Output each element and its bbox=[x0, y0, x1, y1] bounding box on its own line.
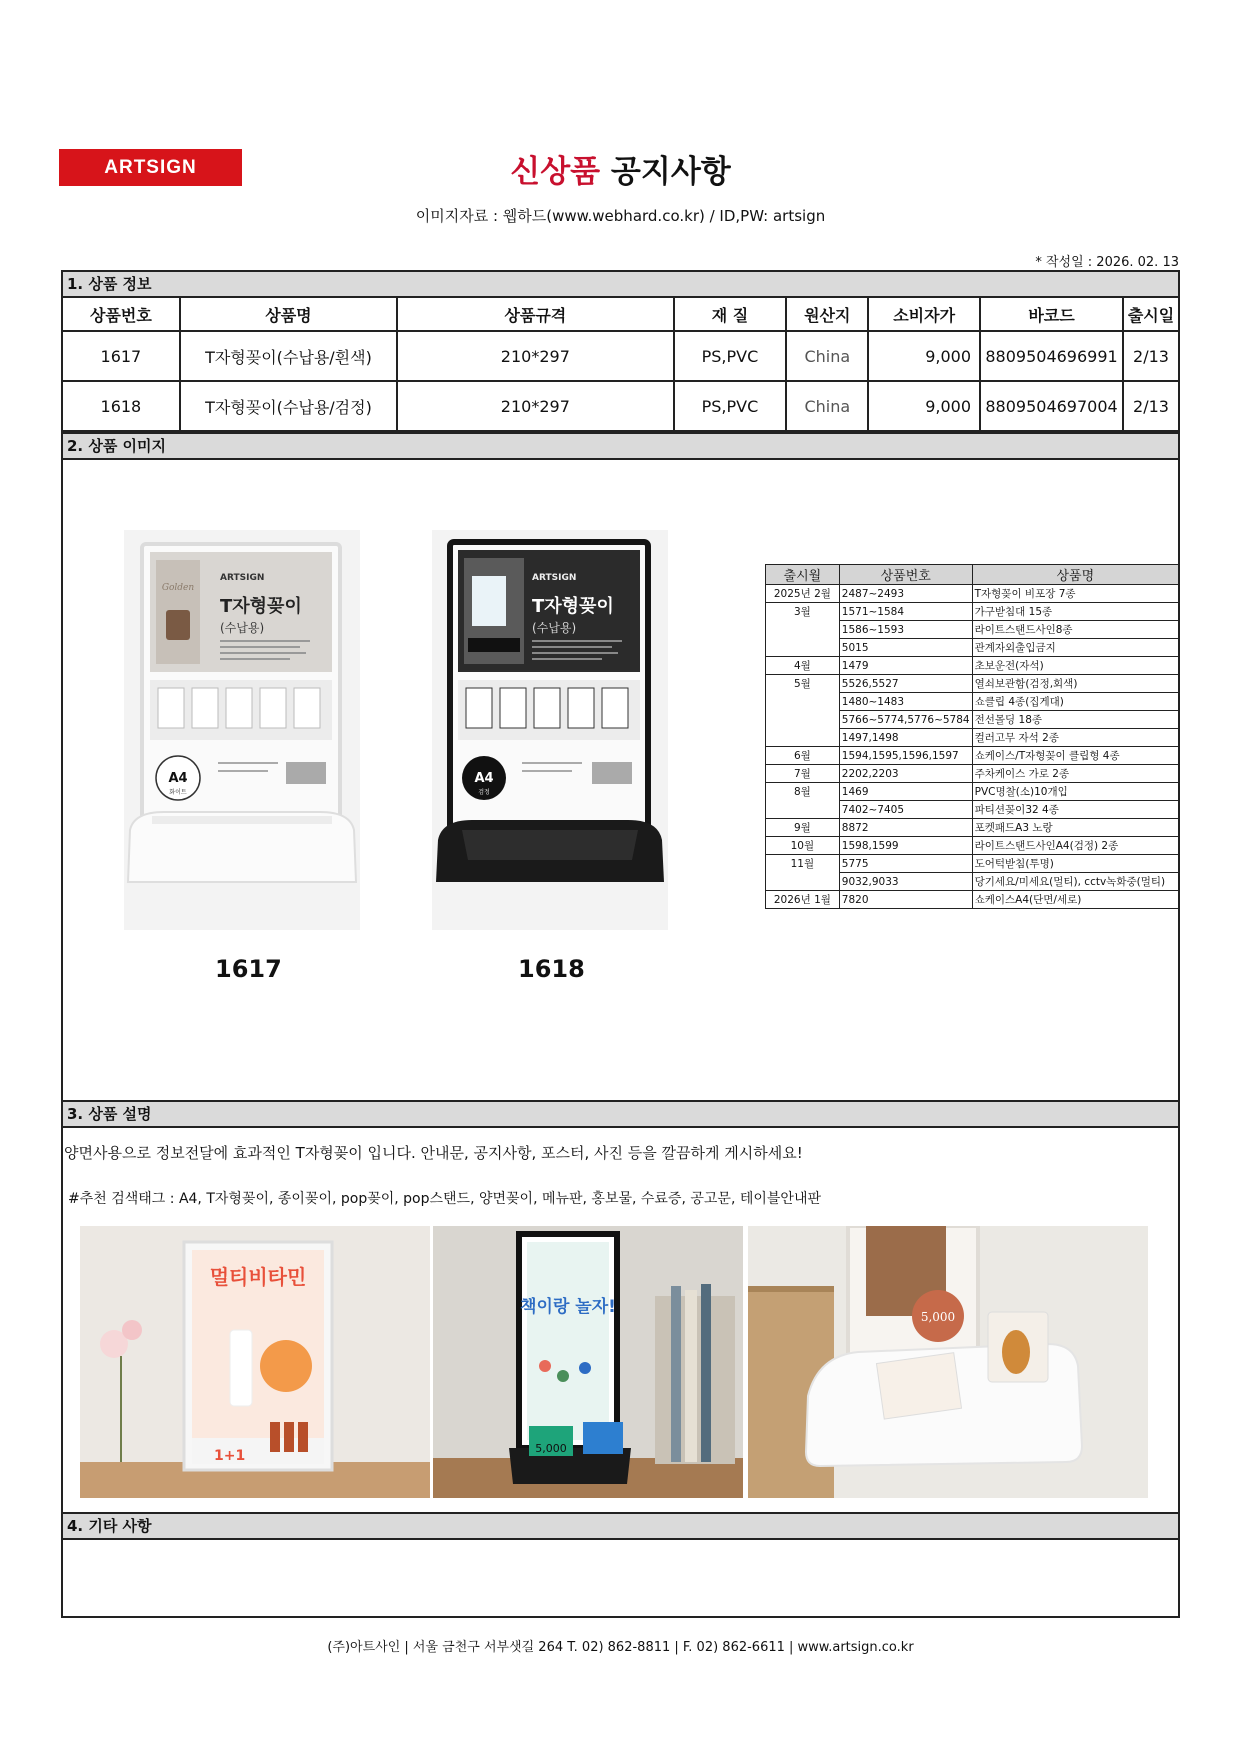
table-cell: 열쇠보관함(검정,회색) bbox=[972, 675, 1178, 693]
header-cell: 상품규격 bbox=[397, 297, 673, 331]
table-cell: 4월 bbox=[766, 657, 840, 675]
table-cell: T자형꽂이 비포장 7종 bbox=[972, 585, 1178, 603]
table-cell: 7402~7405 bbox=[839, 801, 972, 819]
table-cell bbox=[766, 693, 840, 711]
table-row bbox=[766, 675, 1179, 693]
header-cell: 소비자가 bbox=[868, 297, 980, 331]
table-cell: 라이트스탠드사인A4(검정) 2종 bbox=[972, 837, 1178, 855]
stand-brand-text: ARTSIGN bbox=[220, 573, 265, 583]
table-cell: 1586~1593 bbox=[839, 621, 972, 639]
photo-book-card: 5,000 bbox=[535, 1442, 567, 1455]
table-row bbox=[62, 331, 1179, 381]
photo-cafe-price: 5,000 bbox=[920, 1310, 956, 1324]
table-row bbox=[766, 747, 1179, 765]
stand-size-text: A4 bbox=[168, 771, 188, 786]
table-header-row bbox=[62, 297, 1179, 331]
table-cell: 1617 bbox=[62, 331, 180, 381]
table-cell: 9,000 bbox=[868, 331, 980, 381]
table-cell: 8872 bbox=[839, 819, 972, 837]
section-product-info: 1. 상품 정보 bbox=[61, 270, 1180, 298]
stand-size-text: A4 bbox=[474, 771, 494, 786]
header-cell: 상품명 bbox=[972, 565, 1178, 585]
table-cell: 1469 bbox=[839, 783, 972, 801]
table-cell: 8809504697004 bbox=[980, 381, 1123, 431]
table-cell: 라이트스탠드사인8종 bbox=[972, 621, 1178, 639]
table-cell: 3월 bbox=[766, 603, 840, 621]
table-row bbox=[766, 621, 1179, 639]
header-cell: 바코드 bbox=[980, 297, 1123, 331]
table-cell: 1594,1595,1596,1597 bbox=[839, 747, 972, 765]
table-cell bbox=[766, 639, 840, 657]
table-cell: 11월 bbox=[766, 855, 840, 873]
table-cell: 쇼클립 4종(집게대) bbox=[972, 693, 1178, 711]
table-cell: 2025년 2월 bbox=[766, 585, 840, 603]
stand-color-text: 화이트 bbox=[169, 789, 187, 796]
table-cell: China bbox=[786, 331, 868, 381]
product-image-1618 bbox=[432, 530, 668, 930]
table-cell: PS,PVC bbox=[674, 381, 787, 431]
table-row bbox=[766, 783, 1179, 801]
table-cell: 쇼케이스/T자형꽂이 클립형 4종 bbox=[972, 747, 1178, 765]
table-cell: 쇼케이스A4(단면/세로) bbox=[972, 891, 1178, 909]
table-cell: 7월 bbox=[766, 765, 840, 783]
table-cell: 210*297 bbox=[397, 381, 673, 431]
table-cell: 5775 bbox=[839, 855, 972, 873]
page-title bbox=[0, 146, 1241, 191]
table-cell: 8월 bbox=[766, 783, 840, 801]
table-cell: 1618 bbox=[62, 381, 180, 431]
header-cell: 출시월 bbox=[766, 565, 840, 585]
stand-color-text: 검정 bbox=[478, 789, 490, 796]
table-cell: 전선몰딩 18종 bbox=[972, 711, 1178, 729]
table-row bbox=[766, 873, 1179, 891]
table-cell: 9032,9033 bbox=[839, 873, 972, 891]
photo-vitamin-title: 멀티비타민 bbox=[209, 1265, 307, 1289]
stand-brand-text: ARTSIGN bbox=[532, 573, 577, 583]
table-header-row bbox=[766, 565, 1179, 585]
table-cell: 9,000 bbox=[868, 381, 980, 431]
artsign-logo: ARTSIGN bbox=[59, 149, 242, 186]
header-cell: 상품번호 bbox=[62, 297, 180, 331]
photo-book-title: 책이랑 놀자! bbox=[520, 1297, 616, 1317]
table-cell: 관계자외출입금지 bbox=[972, 639, 1178, 657]
product-label-1617: 1617 bbox=[215, 955, 282, 983]
stand-title-text: T자형꽂이 bbox=[220, 596, 302, 617]
table-cell: 2487~2493 bbox=[839, 585, 972, 603]
title-notice: 공지사항 bbox=[610, 154, 731, 190]
table-row bbox=[62, 381, 1179, 431]
table-row bbox=[766, 729, 1179, 747]
section-product-description: 3. 상품 설명 bbox=[61, 1100, 1180, 1128]
product-description: 양면사용으로 정보전달에 효과적인 T자형꽂이 입니다. 안내문, 공지사항, 포스터, 사진 등을 깔끔하게 게시하세요! bbox=[64, 1144, 803, 1162]
table-cell bbox=[766, 873, 840, 891]
table-cell bbox=[766, 711, 840, 729]
table-cell: 2202,2203 bbox=[839, 765, 972, 783]
table-cell: 9월 bbox=[766, 819, 840, 837]
company-footer: (주)아트사인 | 서울 금천구 서부샛길 264 T. 02) 862-8811 | F. 02) 862-6611 | www.artsign.co.kr bbox=[327, 1640, 914, 1655]
image-source-note: 이미지자료 : 웹하드(www.webhard.co.kr) / ID,PW: artsign bbox=[415, 207, 826, 225]
table-row bbox=[766, 693, 1179, 711]
stand-sub-text: (수납용) bbox=[220, 621, 265, 635]
header-cell: 상품명 bbox=[180, 297, 397, 331]
stand-title-text: T자형꽂이 bbox=[532, 596, 614, 617]
table-cell: 5월 bbox=[766, 675, 840, 693]
table-cell: 파티션꽂이32 4종 bbox=[972, 801, 1178, 819]
table-cell: 2026년 1월 bbox=[766, 891, 840, 909]
table-cell: 도어턱받침(투명) bbox=[972, 855, 1178, 873]
table-cell bbox=[766, 801, 840, 819]
table-row bbox=[766, 837, 1179, 855]
table-cell: China bbox=[786, 381, 868, 431]
table-row bbox=[766, 801, 1179, 819]
header-cell: 원산지 bbox=[786, 297, 868, 331]
table-cell: 주차케이스 가로 2종 bbox=[972, 765, 1178, 783]
table-cell: PVC명찰(소)10개입 bbox=[972, 783, 1178, 801]
history-body bbox=[766, 585, 1179, 909]
table-row bbox=[766, 765, 1179, 783]
table-cell: 초보운전(자석) bbox=[972, 657, 1178, 675]
header-cell: 재 질 bbox=[674, 297, 787, 331]
table-cell: 5766~5774,5776~5784 bbox=[839, 711, 972, 729]
section-product-image: 2. 상품 이미지 bbox=[61, 432, 1180, 460]
written-date: * 작성일 : 2026. 02. 13 bbox=[1035, 255, 1179, 270]
table-cell: 1598,1599 bbox=[839, 837, 972, 855]
usage-photo-cafe bbox=[748, 1226, 1148, 1498]
table-cell: 8809504696991 bbox=[980, 331, 1123, 381]
table-row bbox=[766, 603, 1179, 621]
table-row bbox=[766, 639, 1179, 657]
table-row bbox=[766, 657, 1179, 675]
table-cell: 210*297 bbox=[397, 331, 673, 381]
svg-text:Golden: Golden bbox=[161, 583, 195, 593]
table-cell: 컬러고무 자석 2종 bbox=[972, 729, 1178, 747]
table-cell: 6월 bbox=[766, 747, 840, 765]
table-cell: 당기세요/미세요(멀티), cctv녹화중(멀티) bbox=[972, 873, 1178, 891]
table-row bbox=[766, 855, 1179, 873]
usage-photo-vitamin bbox=[80, 1226, 430, 1498]
product-info-table bbox=[61, 296, 1180, 432]
table-cell: 2/13 bbox=[1123, 381, 1179, 431]
table-cell: 1479 bbox=[839, 657, 972, 675]
table-cell: 10월 bbox=[766, 837, 840, 855]
table-row bbox=[766, 819, 1179, 837]
table-cell bbox=[766, 729, 840, 747]
table-cell: 7820 bbox=[839, 891, 972, 909]
usage-photo-book bbox=[433, 1226, 743, 1498]
table-cell: 1571~1584 bbox=[839, 603, 972, 621]
section-other: 4. 기타 사항 bbox=[61, 1512, 1180, 1540]
table-cell: T자형꽂이(수납용/흰색) bbox=[180, 331, 397, 381]
table-row bbox=[766, 585, 1179, 603]
table-cell: 5526,5527 bbox=[839, 675, 972, 693]
release-history-table bbox=[765, 564, 1179, 909]
table-cell: 2/13 bbox=[1123, 331, 1179, 381]
search-tags: #추천 검색태그 : A4, T자형꽂이, 종이꽂이, pop꽂이, pop스탠드, 양면꽂이, 메뉴판, 홍보물, 수료증, 공고문, 테이블안내판 bbox=[68, 1191, 821, 1207]
table-cell: T자형꽂이(수납용/검정) bbox=[180, 381, 397, 431]
product-image-1617 bbox=[124, 530, 360, 930]
title-new-product: 신상품 bbox=[510, 154, 601, 190]
table-cell bbox=[766, 621, 840, 639]
table-cell: PS,PVC bbox=[674, 331, 787, 381]
product-label-1618: 1618 bbox=[518, 955, 585, 983]
table-cell: 1480~1483 bbox=[839, 693, 972, 711]
table-cell: 5015 bbox=[839, 639, 972, 657]
table-cell: 1497,1498 bbox=[839, 729, 972, 747]
stand-sub-text: (수납용) bbox=[532, 621, 577, 635]
table-cell: 포켓패드A3 노랑 bbox=[972, 819, 1178, 837]
header-cell: 출시일 bbox=[1123, 297, 1179, 331]
header-cell: 상품번호 bbox=[839, 565, 972, 585]
photo-vitamin-coupon: 1+1 bbox=[214, 1448, 246, 1464]
table-cell: 가구받침대 15종 bbox=[972, 603, 1178, 621]
table-row bbox=[766, 891, 1179, 909]
table-row bbox=[766, 711, 1179, 729]
